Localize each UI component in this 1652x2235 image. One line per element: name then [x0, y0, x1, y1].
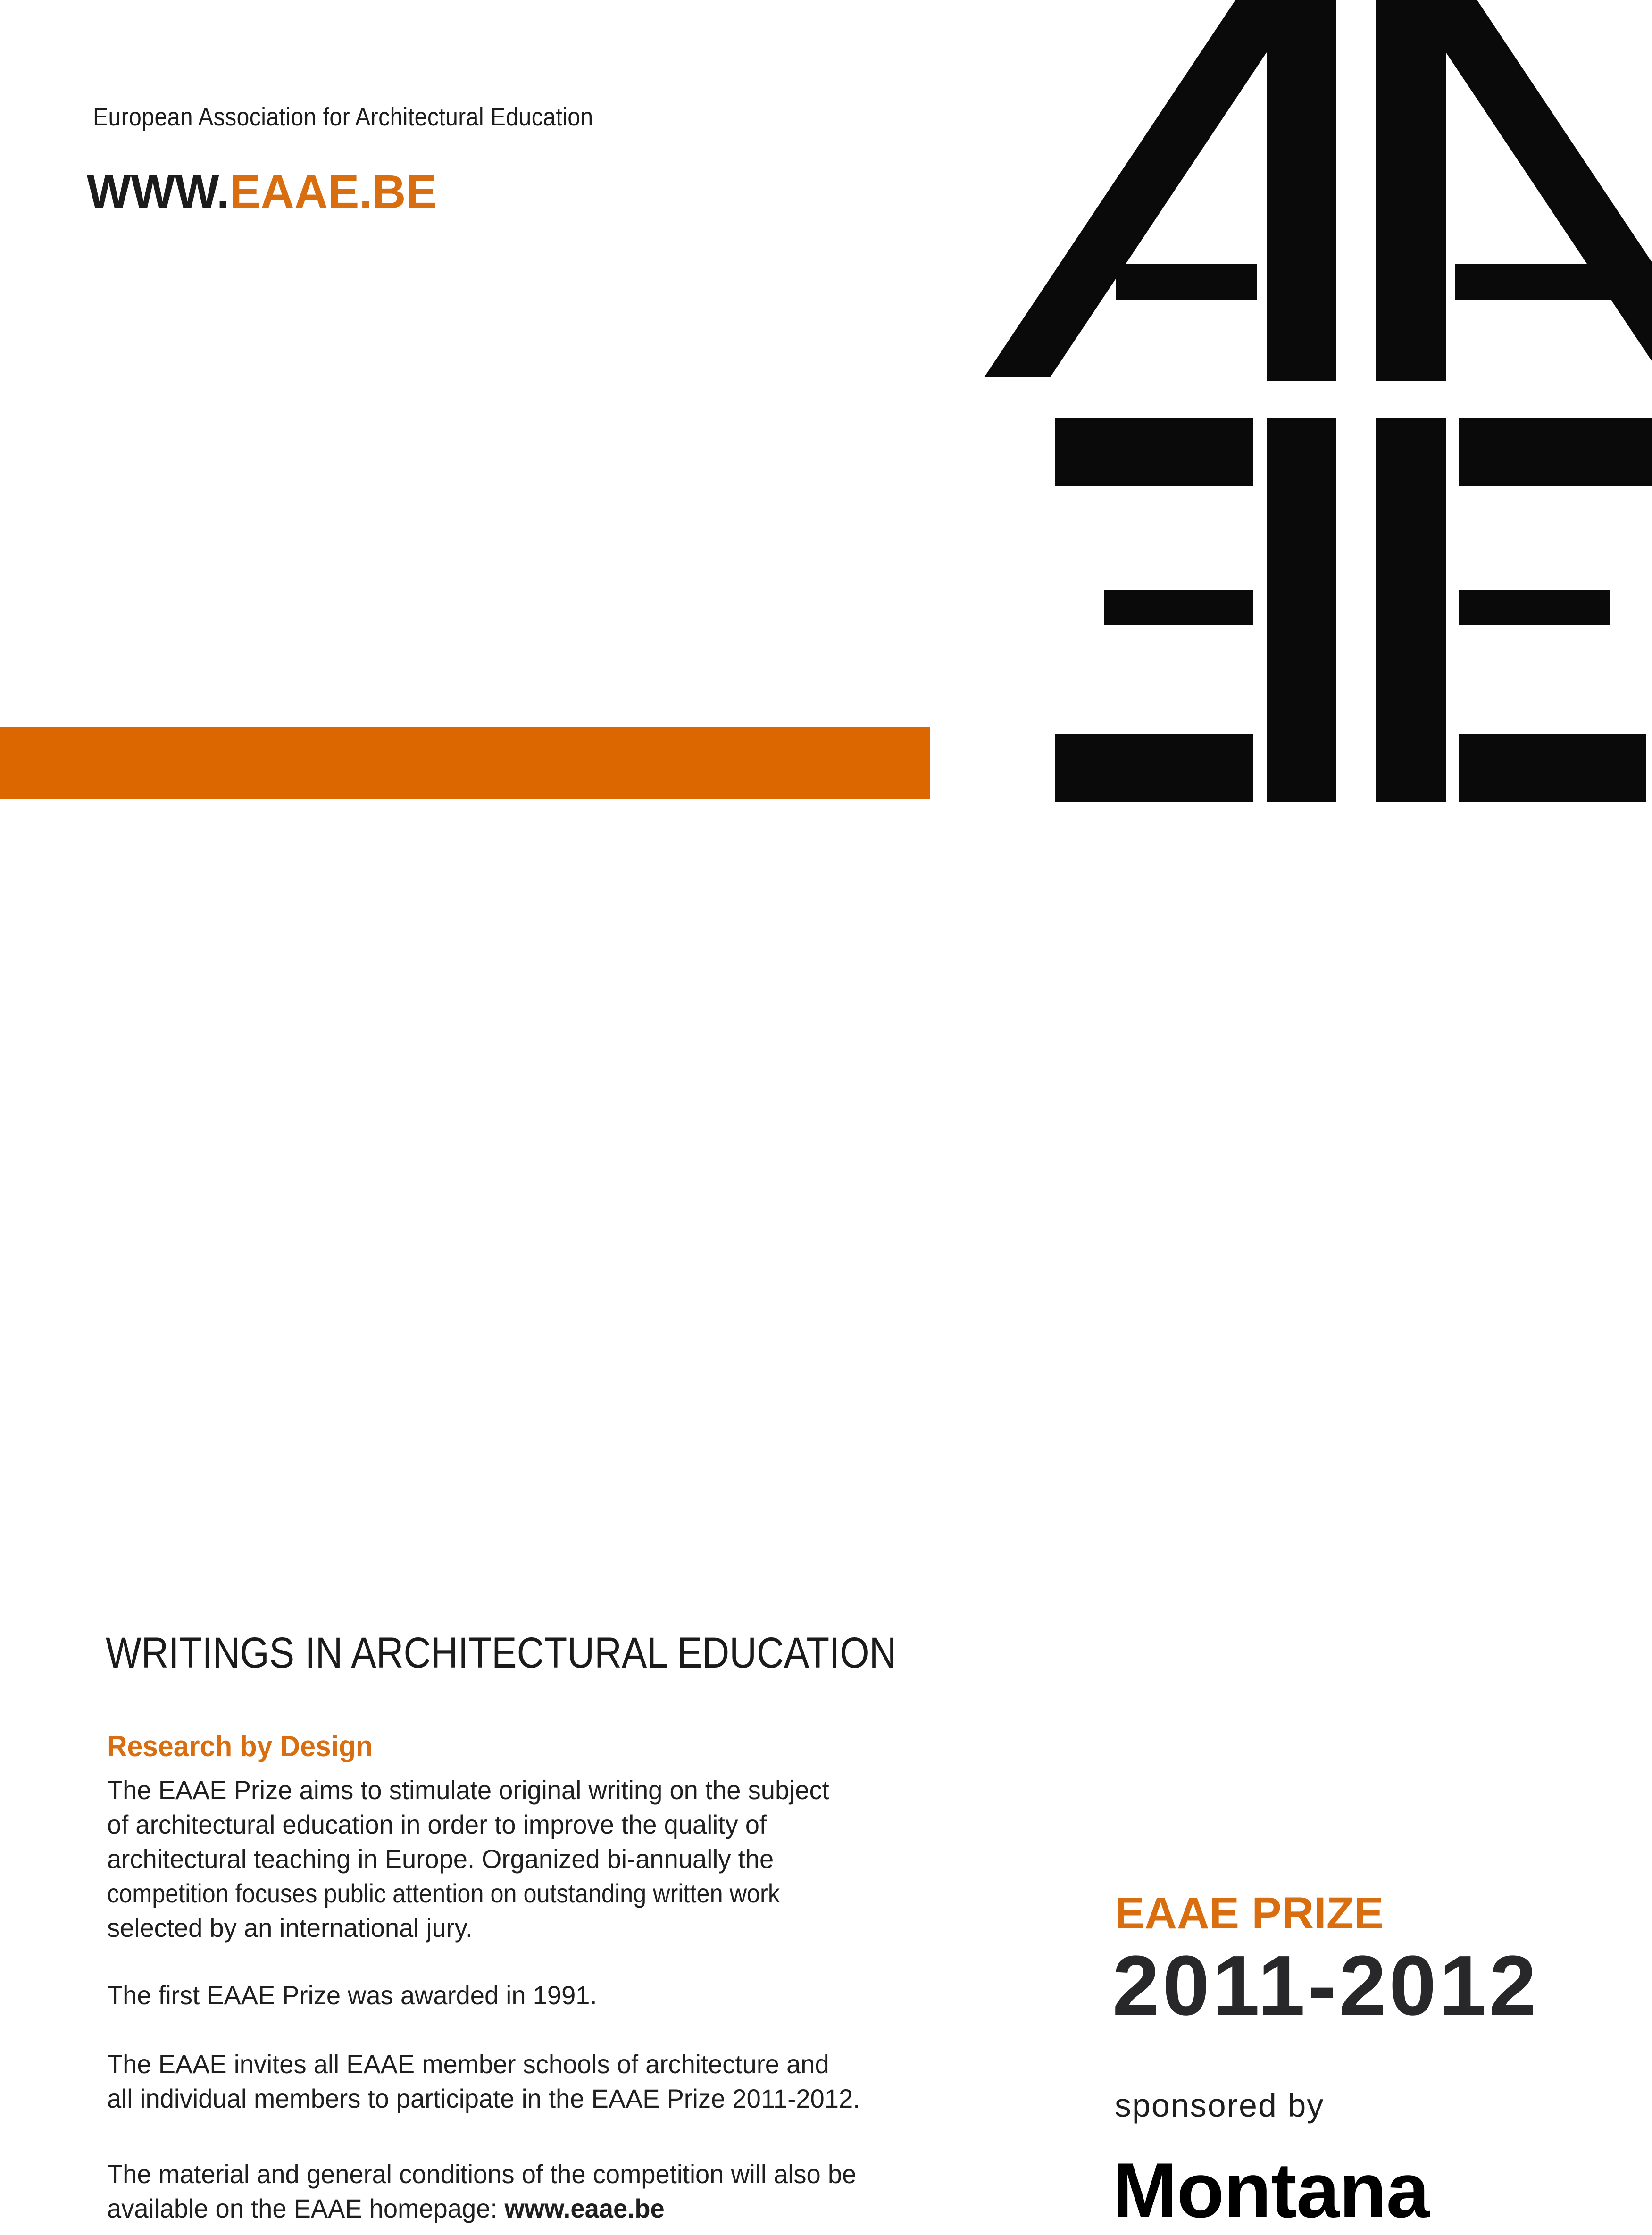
paragraph-line: The material and general conditions of the competition will also be — [107, 2159, 857, 2189]
prize-label: EAAE PRIZE — [1115, 1888, 1384, 1938]
logo-bar-right-top — [1376, 0, 1446, 381]
logo-bar-right-bottom — [1376, 418, 1446, 802]
paragraph-line: The EAAE invites all EAAE member schools of architecture and — [107, 2049, 829, 2079]
logo-e-left-arm-top — [1055, 418, 1253, 486]
association-name: European Association for Architectural Education — [93, 103, 593, 131]
paragraph-line: competition focuses public attention on outstanding written work — [107, 1878, 780, 1908]
eaae-logo — [984, 0, 1652, 802]
page-title: WRITINGS IN ARCHITECTURAL EDUCATION — [106, 1629, 897, 1677]
paragraph-invitation — [107, 2047, 884, 2116]
paragraph-line — [107, 2191, 856, 2226]
eaae-logo-shapes — [984, 0, 1652, 802]
orange-divider-bar — [0, 727, 930, 799]
logo-a-left-diagonal — [984, 0, 1302, 377]
website-url-prefix: WWW. — [87, 166, 230, 218]
logo-e-right-arm-middle — [1459, 590, 1610, 625]
website-url[interactable] — [87, 168, 437, 216]
paragraph-line: The EAAE Prize aims to stimulate original writing on the subject — [107, 1775, 829, 1805]
paragraph-first-prize — [107, 1978, 612, 2012]
subheading-research-by-design: Research by Design — [107, 1730, 373, 1763]
homepage-text: available on the EAAE homepage: — [107, 2193, 505, 2223]
logo-e-right-arm-bottom — [1459, 734, 1646, 802]
logo-e-left-arm-bottom — [1055, 734, 1253, 802]
logo-bar-left-bottom — [1267, 418, 1336, 802]
paragraph-line: selected by an international jury. — [107, 1913, 473, 1943]
logo-a-right-crossbar — [1455, 264, 1611, 300]
paragraph-line: The first EAAE Prize was awarded in 1991. — [107, 1980, 597, 2010]
website-url-domain: EAAE.BE — [229, 166, 437, 218]
paragraph-line: all individual members to participate in the EAAE Prize 2011-2012. — [107, 2084, 860, 2113]
paragraph-prize-aims — [107, 1773, 854, 1945]
logo-a-left-crossbar — [1116, 264, 1257, 300]
paragraph-conditions — [107, 2157, 879, 2226]
sponsored-by-label: sponsored by — [1115, 2087, 1325, 2124]
logo-bar-left-top — [1267, 0, 1336, 381]
paragraph-line: of architectural education in order to improve the quality of — [107, 1810, 767, 1839]
paragraph-line: architectural teaching in Europe. Organized bi-annually the — [107, 1844, 774, 1874]
logo-a-right-diagonal — [1411, 0, 1652, 361]
logo-e-left-arm-middle — [1104, 590, 1253, 625]
homepage-link[interactable]: www.eaae.be — [504, 2193, 665, 2223]
prize-years: 2011-2012 — [1112, 1938, 1539, 2033]
sponsor-logo-montana: Montana — [1112, 2147, 1429, 2234]
logo-e-right-arm-top — [1459, 418, 1652, 486]
